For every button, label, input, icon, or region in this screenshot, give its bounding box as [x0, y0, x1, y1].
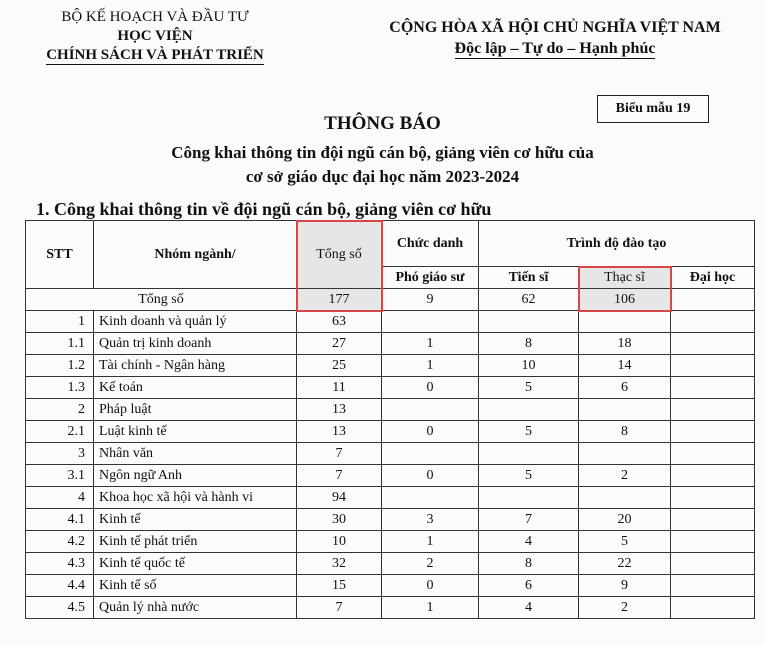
cell-name: Pháp luật	[94, 399, 297, 421]
cell-assoc-prof: 1	[382, 355, 479, 377]
cell-stt: 2	[26, 399, 94, 421]
cell-assoc-prof: 1	[382, 597, 479, 619]
cell-stt: 4.5	[26, 597, 94, 619]
cell-name: Ngôn ngữ Anh	[94, 465, 297, 487]
cell-bachelor	[671, 443, 755, 465]
issuer-header	[20, 8, 290, 65]
cell-bachelor	[671, 597, 755, 619]
cell-master: 6	[579, 377, 671, 399]
cell-total: 13	[297, 421, 382, 443]
cell-name: Tài chính - Ngân hàng	[94, 355, 297, 377]
table-row	[26, 355, 755, 377]
cell-master	[579, 311, 671, 333]
subtitle-line2: cơ sở giáo dục đại học năm 2023-2024	[245, 167, 520, 186]
subtitle-line1: Công khai thông tin đội ngũ cán bộ, giảng viên cơ hữu của	[171, 143, 594, 162]
cell-assoc-prof	[382, 399, 479, 421]
national-header	[345, 17, 765, 59]
cell-stt: 1.1	[26, 333, 94, 355]
form-number-box: Biểu mẫu 19	[597, 95, 709, 123]
cell-bachelor	[671, 311, 755, 333]
table-row	[26, 377, 755, 399]
cell-bachelor	[671, 333, 755, 355]
cell-stt: 1	[26, 311, 94, 333]
header-title-group: Chức danh	[382, 221, 479, 267]
cell-master: 9	[579, 575, 671, 597]
cell-name: Kinh tế quốc tế	[94, 553, 297, 575]
cell-stt: 4.4	[26, 575, 94, 597]
cell-assoc-prof: 1	[382, 333, 479, 355]
cell-stt: 3.1	[26, 465, 94, 487]
cell-name: Nhân văn	[94, 443, 297, 465]
cell-stt: 4.2	[26, 531, 94, 553]
cell-total: 15	[297, 575, 382, 597]
table-row	[26, 531, 755, 553]
cell-name: Kế toán	[94, 377, 297, 399]
table-row	[26, 333, 755, 355]
cell-phd: 4	[479, 531, 579, 553]
cell-phd	[479, 311, 579, 333]
table-row	[26, 421, 755, 443]
ministry-name: BỘ KẾ HOẠCH VÀ ĐẦU TƯ	[61, 9, 249, 25]
cell-master: 18	[579, 333, 671, 355]
table-row	[26, 487, 755, 509]
cell-master: 8	[579, 421, 671, 443]
cell-assoc-prof: 1	[382, 531, 479, 553]
cell-master	[579, 443, 671, 465]
institute-name-line2: CHÍNH SÁCH VÀ PHÁT TRIỂN	[46, 47, 264, 63]
table-row	[26, 509, 755, 531]
table-row	[26, 311, 755, 333]
cell-assoc-prof: 0	[382, 421, 479, 443]
cell-total: 27	[297, 333, 382, 355]
header-assoc-prof: Phó giáo sư	[382, 267, 479, 289]
cell-total: 25	[297, 355, 382, 377]
cell-phd: 5	[479, 421, 579, 443]
cell-master	[579, 487, 671, 509]
cell-total: 7	[297, 443, 382, 465]
cell-phd: 6	[479, 575, 579, 597]
cell-master: 5	[579, 531, 671, 553]
total-staff: 177	[297, 289, 382, 311]
total-bachelor	[671, 289, 755, 311]
cell-total: 7	[297, 597, 382, 619]
cell-total: 10	[297, 531, 382, 553]
cell-total: 30	[297, 509, 382, 531]
cell-total: 13	[297, 399, 382, 421]
document-subtitle	[0, 141, 765, 189]
cell-master: 2	[579, 465, 671, 487]
cell-phd: 10	[479, 355, 579, 377]
cell-total: 63	[297, 311, 382, 333]
cell-stt: 3	[26, 443, 94, 465]
cell-stt: 1.2	[26, 355, 94, 377]
header-group: Nhóm ngành/	[94, 221, 297, 289]
institute-name-line1: HỌC VIỆN	[117, 28, 193, 44]
total-master: 106	[579, 289, 671, 311]
cell-master: 2	[579, 597, 671, 619]
total-row	[26, 289, 755, 311]
total-assoc-prof: 9	[382, 289, 479, 311]
header-master: Thạc sĩ	[579, 267, 671, 289]
cell-phd: 8	[479, 333, 579, 355]
header-bachelor: Đại học	[671, 267, 755, 289]
cell-name: Kinh tế phát triển	[94, 531, 297, 553]
cell-total: 32	[297, 553, 382, 575]
cell-assoc-prof	[382, 311, 479, 333]
cell-stt: 4.3	[26, 553, 94, 575]
cell-phd	[479, 443, 579, 465]
total-label: Tổng số	[26, 289, 297, 311]
cell-bachelor	[671, 509, 755, 531]
cell-phd	[479, 487, 579, 509]
header-education-group: Trình độ đào tạo	[479, 221, 755, 267]
header-stt: STT	[26, 221, 94, 289]
cell-name: Kinh tế số	[94, 575, 297, 597]
cell-bachelor	[671, 355, 755, 377]
cell-name: Quản lý nhà nước	[94, 597, 297, 619]
header-total: Tổng số	[297, 221, 382, 289]
table-row	[26, 399, 755, 421]
cell-assoc-prof: 0	[382, 575, 479, 597]
cell-bachelor	[671, 553, 755, 575]
cell-name: Quản trị kinh doanh	[94, 333, 297, 355]
cell-assoc-prof: 3	[382, 509, 479, 531]
cell-phd: 5	[479, 465, 579, 487]
cell-name: Luật kinh tế	[94, 421, 297, 443]
cell-assoc-prof: 2	[382, 553, 479, 575]
table-row	[26, 443, 755, 465]
cell-bachelor	[671, 377, 755, 399]
cell-phd: 7	[479, 509, 579, 531]
cell-total: 7	[297, 465, 382, 487]
cell-stt: 4.1	[26, 509, 94, 531]
table-row	[26, 465, 755, 487]
cell-bachelor	[671, 575, 755, 597]
cell-stt: 2.1	[26, 421, 94, 443]
document-title: THÔNG BÁO	[324, 113, 441, 134]
cell-master: 14	[579, 355, 671, 377]
staff-table	[25, 220, 755, 619]
cell-assoc-prof: 0	[382, 377, 479, 399]
country-name: CỘNG HÒA XÃ HỘI CHỦ NGHĨA VIỆT NAM	[389, 19, 721, 36]
cell-bachelor	[671, 421, 755, 443]
cell-master: 20	[579, 509, 671, 531]
table-row	[26, 575, 755, 597]
cell-bachelor	[671, 465, 755, 487]
cell-assoc-prof: 0	[382, 465, 479, 487]
cell-stt: 1.3	[26, 377, 94, 399]
cell-name: Kinh doanh và quản lý	[94, 311, 297, 333]
cell-phd: 5	[479, 377, 579, 399]
table-row	[26, 553, 755, 575]
total-phd: 62	[479, 289, 579, 311]
cell-assoc-prof	[382, 487, 479, 509]
cell-master	[579, 399, 671, 421]
cell-phd: 4	[479, 597, 579, 619]
national-motto: Độc lập – Tự do – Hạnh phúc	[454, 40, 656, 57]
cell-bachelor	[671, 487, 755, 509]
cell-name: Khoa học xã hội và hành vi	[94, 487, 297, 509]
section-title: 1. Công khai thông tin về đội ngũ cán bộ, giảng viên cơ hữu	[36, 199, 492, 219]
cell-phd	[479, 399, 579, 421]
cell-bachelor	[671, 531, 755, 553]
cell-stt: 4	[26, 487, 94, 509]
cell-assoc-prof	[382, 443, 479, 465]
cell-total: 11	[297, 377, 382, 399]
cell-master: 22	[579, 553, 671, 575]
cell-name: Kinh tế	[94, 509, 297, 531]
cell-phd: 8	[479, 553, 579, 575]
table-row	[26, 597, 755, 619]
cell-total: 94	[297, 487, 382, 509]
cell-bachelor	[671, 399, 755, 421]
header-phd: Tiến sĩ	[479, 267, 579, 289]
